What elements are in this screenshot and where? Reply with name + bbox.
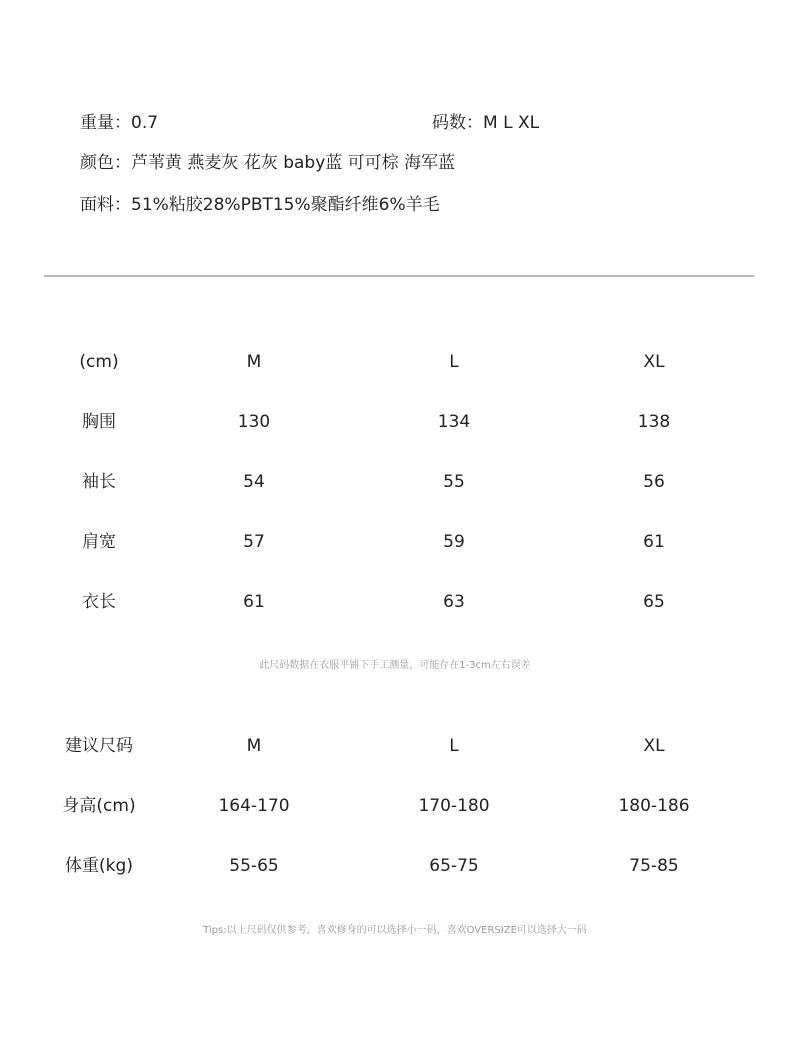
recommend-cell-m: 55-65 — [229, 856, 279, 876]
measure-header-m: M — [246, 352, 262, 372]
measure-cell-m: 61 — [243, 592, 265, 612]
weight-value: 0.7 — [131, 113, 159, 133]
color-line — [80, 152, 455, 174]
measure-cell-m: 57 — [243, 532, 265, 552]
measure-cell-xl: 61 — [643, 532, 665, 552]
recommend-header-xl: XL — [643, 736, 665, 756]
recommend-row-weight — [0, 854, 790, 878]
color-label: 颜色： — [80, 153, 131, 173]
recommend-row-label: 体重(kg) — [65, 856, 133, 876]
weight-line — [80, 112, 158, 134]
measure-row-label: 肩宽 — [82, 532, 116, 552]
measure-row-label: 衣长 — [82, 592, 116, 612]
measure-row-length — [0, 590, 790, 614]
recommend-cell-l: 65-75 — [429, 856, 479, 876]
measure-cell-l: 59 — [443, 532, 465, 552]
recommend-header-l: L — [449, 736, 459, 756]
measure-header-l: L — [449, 352, 459, 372]
fabric-value: 51%粘胶28%PBT15%聚酯纤维6%羊毛 — [131, 195, 440, 215]
measure-cell-xl: 138 — [637, 412, 671, 432]
measure-header-xl: XL — [643, 352, 665, 372]
measure-cell-m: 54 — [243, 472, 265, 492]
color-value: 芦苇黄 燕麦灰 花灰 baby蓝 可可棕 海军蓝 — [131, 153, 456, 173]
recommend-cell-xl: 180-186 — [618, 796, 690, 816]
measure-row-sleeve — [0, 470, 790, 494]
fabric-label: 面料： — [80, 195, 131, 215]
measure-cell-m: 130 — [237, 412, 271, 432]
section-divider — [44, 275, 754, 277]
measure-cell-l: 55 — [443, 472, 465, 492]
recommend-header-row — [0, 734, 790, 758]
measure-row-label: 胸围 — [82, 412, 116, 432]
measure-cell-xl: 65 — [643, 592, 665, 612]
recommend-row-label: 身高(cm) — [62, 796, 136, 816]
sizes-value: M L XL — [483, 113, 540, 133]
measure-cell-l: 63 — [443, 592, 465, 612]
sizes-line — [432, 112, 539, 134]
measure-row-shoulder — [0, 530, 790, 554]
recommend-cell-l: 170-180 — [418, 796, 490, 816]
measure-header-row — [0, 350, 790, 374]
measure-row-chest — [0, 410, 790, 434]
measure-cell-xl: 56 — [643, 472, 665, 492]
weight-label: 重量： — [80, 113, 131, 133]
recommend-row-height — [0, 794, 790, 818]
recommend-header-m: M — [246, 736, 262, 756]
tips-note: Tips:以上尺码仅供参考，喜欢修身的可以选择小一码，喜欢OVERSIZE可以选择大一码 — [203, 925, 587, 936]
measure-cell-l: 134 — [437, 412, 471, 432]
sizes-label: 码数： — [432, 113, 483, 133]
recommend-header-label: 建议尺码 — [65, 736, 133, 756]
recommend-cell-m: 164-170 — [218, 796, 290, 816]
measure-header-unit: (cm) — [79, 352, 119, 372]
measure-note: 此尺码数据在衣服平铺下手工测量，可能存在1-3cm左右误差 — [259, 660, 531, 671]
measure-row-label: 袖长 — [82, 472, 116, 492]
recommend-cell-xl: 75-85 — [629, 856, 679, 876]
fabric-line — [80, 194, 440, 216]
